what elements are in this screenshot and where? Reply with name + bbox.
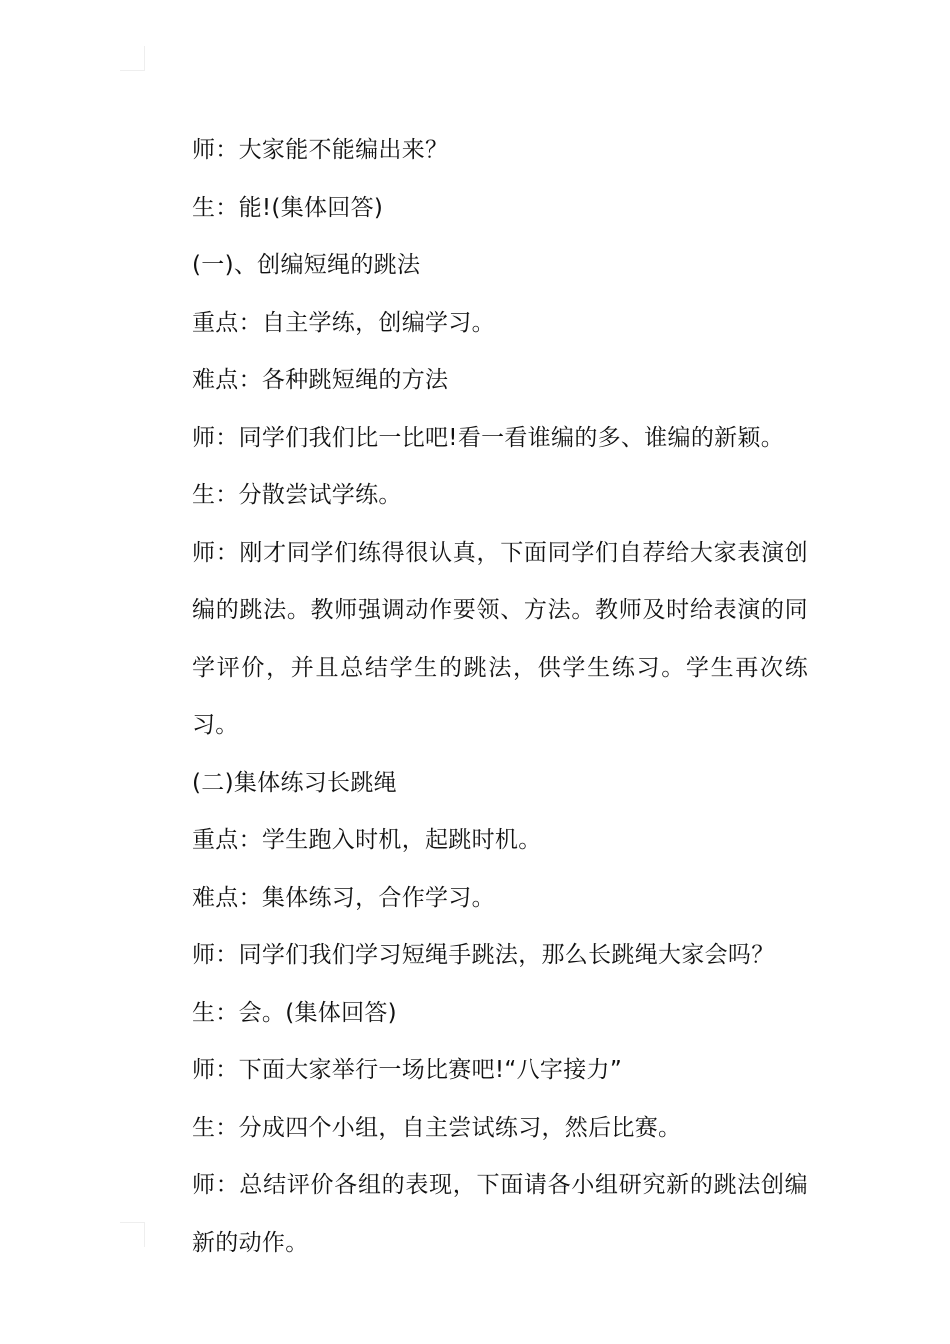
crop-mark-top-left	[120, 46, 145, 71]
paragraph: 师：大家能不能编出来？	[192, 137, 449, 163]
document-body	[144, 122, 808, 1272]
paragraph: 师：同学们我们比一比吧!看一看谁编的多、谁编的新颖。	[192, 424, 785, 451]
paragraph: 生：分成四个小组，自主尝试练习，然后比赛。	[192, 1114, 682, 1141]
paragraph: 师：下面大家举行一场比赛吧!“八字接力”	[192, 1057, 623, 1083]
section-heading: (二)集体练习长跳绳	[192, 769, 397, 796]
paragraph: 难点：集体练习，合作学习。	[192, 884, 495, 911]
section-heading: (一)、创编短绳的跳法	[192, 252, 421, 278]
paragraph: 师：总结评价各组的表现，下面请各小组研究新的跳法创编新的动作。	[192, 1172, 808, 1256]
paragraph: 生：能!(集体回答)	[192, 194, 384, 221]
paragraph: 生：分散尝试学练。	[192, 482, 402, 508]
paragraph: 难点：各种跳短绳的方法	[192, 367, 449, 393]
crop-mark-bottom-left	[120, 1222, 145, 1247]
paragraph: 生：会。(集体回答)	[192, 999, 397, 1026]
paragraph: 师：刚才同学们练得很认真，下面同学们自荐给大家表演创编的跳法。教师强调动作要领、方法。教师及时给表演的同学评价，并且总结学生的跳法，供学生练习。学生再次练习。	[192, 539, 808, 738]
paragraph: 重点：自主学练，创编学习。	[192, 309, 495, 336]
paragraph: 重点：学生跑入时机，起跳时机。	[192, 827, 542, 853]
paragraph: 师：同学们我们学习短绳手跳法，那么长跳绳大家会吗？	[192, 942, 775, 968]
